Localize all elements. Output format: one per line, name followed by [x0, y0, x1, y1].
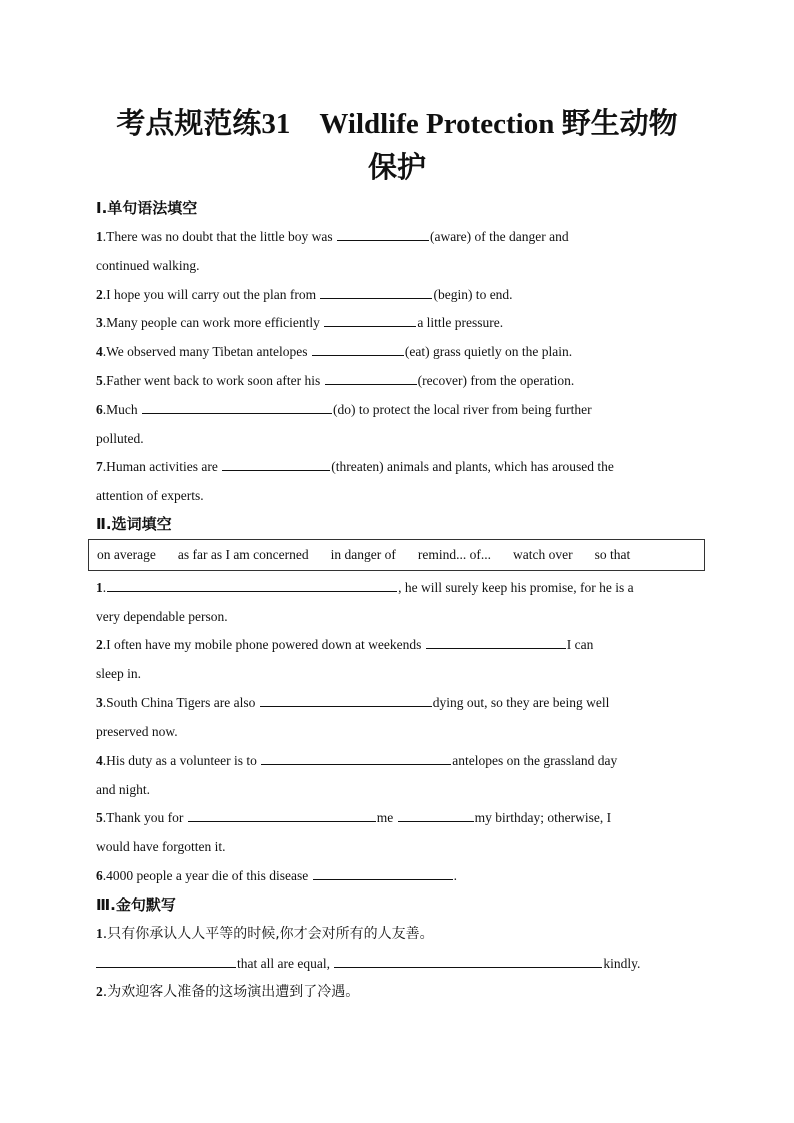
answer-blank[interactable]	[107, 577, 397, 592]
item-text: very dependable person.	[96, 609, 228, 624]
item-number: 6	[96, 402, 103, 417]
answer-blank[interactable]	[325, 370, 417, 385]
item-text: , he will surely keep his promise, for he is a	[398, 580, 634, 595]
item-text: .Father went back to work soon after his	[102, 373, 324, 388]
item-text: and night.	[96, 782, 150, 797]
s1-item-7	[96, 452, 696, 510]
item-text: .	[102, 580, 107, 595]
item-text: .South China Tigers are also	[102, 695, 259, 710]
section-2-heading: Ⅱ.选词填空	[96, 515, 172, 533]
item-number: 7	[96, 459, 103, 474]
s1-item-5	[96, 366, 696, 395]
s2-item-1	[96, 573, 696, 631]
section-1-heading: Ⅰ.单句语法填空	[96, 199, 198, 217]
word-bank-item: so that	[594, 547, 631, 562]
title-line-1: 考点规范练31 Wildlife Protection 野生动物	[116, 108, 678, 140]
item-text: that all are equal,	[237, 956, 334, 971]
answer-blank[interactable]	[222, 456, 330, 471]
item-text: I can	[566, 637, 594, 652]
item-number: 4	[96, 344, 103, 359]
s1-item-3	[96, 308, 696, 337]
item-text: a little pressure.	[417, 315, 504, 330]
word-bank-item: as far as I am concerned	[177, 547, 309, 562]
item-text: me	[376, 810, 397, 825]
word-bank-box	[88, 539, 705, 571]
s3-item-1	[96, 919, 696, 978]
answer-blank[interactable]	[313, 865, 453, 880]
answer-blank[interactable]	[320, 284, 432, 299]
s2-item-2	[96, 630, 696, 688]
answer-blank[interactable]	[261, 750, 451, 765]
item-text: would have forgotten it.	[96, 839, 226, 854]
item-number: 1	[96, 229, 103, 244]
item-text: .4000 people a year die of this disease	[102, 868, 312, 883]
item-number: 5	[96, 810, 103, 825]
item-text: antelopes on the grassland day	[452, 753, 618, 768]
word-bank-item: remind... of...	[417, 547, 492, 562]
page-title	[96, 102, 698, 190]
item-text: (recover) from the operation.	[417, 373, 575, 388]
answer-blank[interactable]	[426, 634, 566, 649]
item-text: my birthday; otherwise, I	[474, 810, 612, 825]
item-text: .We observed many Tibetan antelopes	[102, 344, 311, 359]
item-text: .I hope you will carry out the plan from	[102, 287, 320, 302]
item-text: polluted.	[96, 431, 144, 446]
answer-blank[interactable]	[324, 312, 416, 327]
s3-item-2	[96, 977, 696, 1007]
item-text: .Thank you for	[102, 810, 187, 825]
item-number: 2	[96, 287, 103, 302]
answer-blank[interactable]	[188, 807, 376, 822]
item-number: 1	[96, 926, 103, 941]
answer-blank[interactable]	[334, 953, 602, 968]
item-number: 3	[96, 695, 103, 710]
item-text: .Much	[102, 402, 141, 417]
item-text: (aware) of the danger and	[429, 229, 569, 244]
word-bank-item: in danger of	[330, 547, 396, 562]
answer-blank[interactable]	[398, 807, 474, 822]
answer-blank[interactable]	[142, 399, 332, 414]
item-text: preserved now.	[96, 724, 178, 739]
s2-item-5	[96, 803, 696, 861]
answer-blank[interactable]	[96, 953, 236, 968]
s1-item-6	[96, 395, 696, 453]
item-number: 2	[96, 637, 103, 652]
item-text: sleep in.	[96, 666, 141, 681]
item-text: .为欢迎客人准备的这场演出遭到了冷遇。	[102, 984, 360, 1000]
item-text: continued walking.	[96, 258, 200, 273]
answer-blank[interactable]	[260, 692, 432, 707]
item-text: (begin) to end.	[433, 287, 513, 302]
word-bank-item: watch over	[513, 547, 573, 562]
item-text: attention of experts.	[96, 488, 204, 503]
item-text: .I often have my mobile phone powered down at weekends	[102, 637, 425, 652]
answer-blank[interactable]	[337, 226, 429, 241]
item-number: 3	[96, 315, 103, 330]
title-line-2: 保护	[367, 152, 426, 184]
item-number: 1	[96, 580, 103, 595]
s2-item-4	[96, 746, 696, 804]
s2-item-3	[96, 688, 696, 746]
item-text: .	[453, 868, 457, 883]
word-bank-item: on average	[97, 547, 156, 562]
item-number: 2	[96, 984, 103, 999]
s1-item-2	[96, 280, 696, 309]
item-number: 4	[96, 753, 103, 768]
item-text: .There was no doubt that the little boy was	[102, 229, 336, 244]
s1-item-1	[96, 222, 696, 280]
item-text: .只有你承认人人平等的时候,你才会对所有的人友善。	[102, 926, 434, 942]
item-text: .Human activities are	[102, 459, 222, 474]
item-number: 5	[96, 373, 103, 388]
answer-blank[interactable]	[312, 341, 404, 356]
item-text: kindly.	[603, 956, 641, 971]
item-text: .Many people can work more efficiently	[102, 315, 324, 330]
s2-item-6	[96, 861, 696, 890]
item-text: .His duty as a volunteer is to	[102, 753, 261, 768]
item-text: (do) to protect the local river from being further	[333, 402, 592, 417]
section-3-heading: Ⅲ.金句默写	[96, 896, 176, 914]
item-text: (threaten) animals and plants, which has aroused the	[331, 459, 614, 474]
item-text: dying out, so they are being well	[432, 695, 610, 710]
s1-item-4	[96, 337, 696, 366]
item-text: (eat) grass quietly on the plain.	[404, 344, 573, 359]
item-number: 6	[96, 868, 103, 883]
